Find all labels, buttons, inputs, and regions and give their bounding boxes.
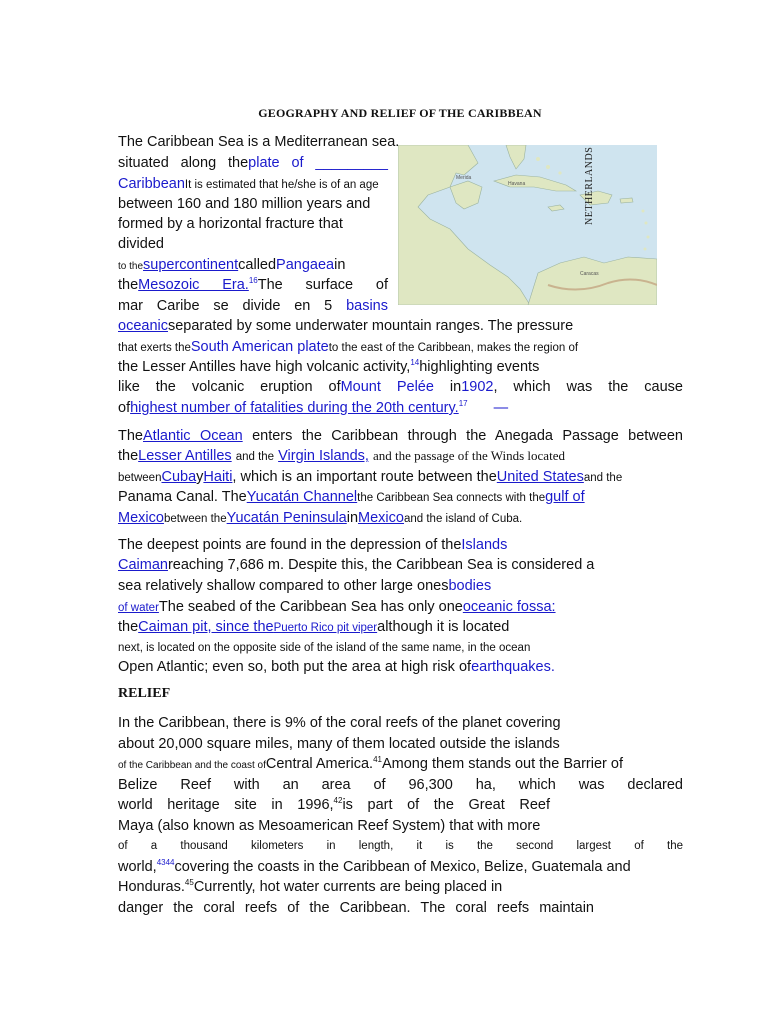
p2-line-4 [118, 488, 683, 507]
highest-fatalities-link[interactable]: highest number of fatalities during the 20th century. [130, 400, 459, 416]
p4-line-5 [118, 796, 550, 814]
p1-line-1 [118, 133, 683, 151]
basins-link[interactable]: basins [346, 298, 388, 314]
p1-text: the Lesser Antilles have high volcanic activity, [118, 359, 411, 375]
p1-text: situated along the [118, 155, 249, 171]
p1-line-11 [118, 338, 683, 357]
p1-line-6 [118, 235, 683, 253]
pangaea-link[interactable]: Pangaea [276, 257, 335, 273]
svg-text:Havana: Havana [508, 181, 526, 187]
haiti-link[interactable]: Haiti [203, 469, 233, 485]
caiman-pit-link[interactable]: Caiman pit, since the [138, 619, 274, 635]
p1-text: separated by some underwater mountain ranges. The pressure [167, 318, 574, 334]
p4-line-9 [118, 878, 683, 896]
p3-text: reaching 7,686 m. Despite this, the Caribbean Sea is considered a [167, 557, 595, 573]
of-water-link[interactable]: of water [118, 602, 159, 614]
p1-line-3 [118, 175, 683, 194]
virgin-islands-link[interactable]: Virgin Islands, [278, 448, 369, 464]
p1-text: in [334, 257, 346, 273]
p4-line-3 [118, 755, 683, 775]
p1-text: formed by a horizontal fracture that [118, 216, 343, 232]
p3-text: next, is located on the opposite side of the island of the same name, in the ocean [118, 642, 531, 654]
p4-text: is part of the Great Reef [342, 797, 550, 813]
p3-line-5 [118, 618, 683, 637]
footnote-ref[interactable]: 4344 [156, 858, 175, 868]
cuba-link[interactable]: Cuba [161, 469, 197, 485]
p1-line-9 [118, 297, 388, 315]
p4-text: Central America. [265, 756, 374, 772]
p2-text: in [346, 510, 359, 526]
p3-line-2 [118, 556, 683, 574]
p4-text: In the Caribbean, there is 9% of the coral reefs of the planet covering [118, 715, 561, 731]
p2-text: and the passage of the Winds located [372, 448, 565, 463]
mount-pelee-link[interactable]: Mount Pelée [340, 379, 434, 395]
p4-text: world, [118, 859, 157, 875]
p2-text: the Caribbean Sea connects with the [357, 492, 546, 504]
p1-line-8 [118, 276, 388, 294]
footnote-ref[interactable]: 16 [248, 276, 258, 286]
footnote-ref[interactable]: 14 [410, 358, 420, 368]
p4-line-6 [118, 817, 683, 835]
bodies-of-water-link[interactable]: bodies [448, 578, 492, 594]
p1-text: The Caribbean Sea is a Mediterranean sea. [118, 134, 400, 150]
map-country-label: NETHERLANDS [584, 146, 595, 225]
p4-line-8 [118, 858, 683, 876]
oceanic-link[interactable]: oceanic [118, 318, 168, 334]
p3-text: The seabed of the Caribbean Sea has only one [158, 599, 463, 615]
p4-line-2 [118, 735, 683, 753]
p1-line-7 [118, 256, 683, 276]
united-states-link[interactable]: United States [496, 469, 584, 485]
p1-line-2 [118, 154, 388, 172]
p3-line-7 [118, 658, 683, 676]
svg-text:Caracas: Caracas [580, 271, 599, 277]
p1-text: divided [118, 236, 164, 252]
p1-text: mar Caribe se divide en 5 [118, 298, 333, 314]
p1-text: It is estimated that he/she is of an age [184, 179, 379, 191]
svg-text:Merida: Merida [456, 175, 472, 181]
p1-text: like the volcanic eruption of [118, 379, 341, 395]
p2-text: y [196, 469, 204, 485]
p1-text: highlighting events [419, 359, 540, 375]
gulf-of-mexico-link[interactable]: gulf of [545, 489, 585, 505]
p2-line-5 [118, 509, 683, 528]
p4-line-4 [118, 776, 683, 794]
p1-text: to the [118, 261, 144, 272]
page-title: GEOGRAPHY AND RELIEF OF THE CARIBBEAN [258, 106, 542, 120]
p2-text: and the island of Cuba. [403, 513, 523, 525]
p1-text: , which was the cause [493, 379, 683, 395]
p1-text: between 160 and 180 million years and [118, 196, 371, 212]
p3-line-3 [118, 577, 683, 595]
p4-text: Belize Reef with an area of 96,300 ha, which was declared [118, 777, 683, 793]
p2-text: and the [235, 451, 275, 463]
p2-line-2 [118, 447, 683, 466]
yucatan-peninsula-link[interactable]: Yucatán Peninsula [226, 510, 347, 526]
mexico-link-2[interactable]: Mexico [358, 510, 404, 526]
south-american-plate-link[interactable]: South American plate [190, 339, 329, 355]
p2-text: enters the Caribbean through the Anegada Passage between [252, 428, 683, 444]
p4-text: of a thousand kilometers in length, it is the second largest of the [118, 840, 683, 852]
p1-text: called [238, 257, 277, 273]
p4-text: of the Caribbean and the coast of [118, 760, 266, 771]
mexico-link[interactable]: Mexico [118, 510, 164, 526]
oceanic-fossa-link[interactable]: oceanic fossa: [462, 599, 556, 615]
p1-line-13 [118, 378, 683, 396]
p2-text: between [118, 472, 162, 484]
year-1902-link[interactable]: 1902 [461, 379, 494, 395]
p1-text: The surface of [257, 277, 388, 293]
mesozoic-era-link[interactable]: Mesozoic Era. [138, 277, 249, 293]
p4-text: about 20,000 square miles, many of them located outside the islands [118, 736, 560, 752]
p1-text: that exerts the [118, 342, 191, 354]
p2-line-1 [118, 427, 683, 445]
p3-text: The deepest points are found in the depression of the [118, 537, 462, 553]
p2-text: The [118, 428, 143, 444]
p4-text: danger the coral reefs of the Caribbean. The coral reefs maintain [118, 900, 594, 916]
p4-text: Currently, hot water currents are being placed in [193, 879, 503, 895]
p1-line-4 [118, 195, 683, 213]
p3-line-4 [118, 598, 683, 617]
p4-text: world heritage site in 1996, [118, 797, 334, 813]
p4-line-7 [118, 837, 683, 855]
p3-text: although it is located [377, 619, 510, 635]
p3-text: sea relatively shallow compared to other large ones [118, 578, 449, 594]
relief-heading: RELIEF [118, 686, 171, 701]
caribbean-link[interactable]: Caribbean [118, 176, 185, 192]
p3-line-6 [118, 638, 683, 657]
p1-text: the [118, 277, 139, 293]
p4-line-1 [118, 714, 683, 732]
p4-text: covering the coasts in the Caribbean of Mexico, Belize, Guatemala and [174, 859, 631, 875]
footnote-ref[interactable]: 41 [373, 755, 382, 765]
p1-line-12 [118, 358, 683, 376]
footnote-ref[interactable]: 17 [458, 399, 468, 409]
p1-text: of [118, 400, 131, 416]
p1-line-5 [118, 215, 683, 233]
p2-text: Panama Canal. The [118, 489, 247, 505]
footnote-ref[interactable]: 45 [184, 878, 194, 888]
footnote-ref[interactable]: 42 [333, 796, 343, 806]
p1-text: to the east of the Caribbean, makes the region of [328, 342, 579, 354]
p2-text: and the [583, 472, 623, 484]
supercontinent-link[interactable]: supercontinent [143, 257, 239, 273]
p2-text: between the [163, 513, 227, 525]
puerto-rico-pit-link[interactable]: Puerto Rico pit viper [273, 622, 378, 634]
p3-text: Open Atlantic; even so, both put the area at high risk of [118, 659, 472, 675]
p4-text: Maya (also known as Mesoamerican Reef System) that with more [118, 818, 541, 834]
atlantic-ocean-link[interactable]: Atlantic Ocean [143, 428, 243, 444]
caiman-link[interactable]: Caiman [118, 557, 168, 573]
p4-text: Honduras. [118, 879, 185, 895]
dash-mark: — [493, 400, 509, 416]
p4-line-10 [118, 899, 594, 917]
lesser-antilles-link[interactable]: Lesser Antilles [138, 448, 232, 464]
yucatan-channel-link[interactable]: Yucatán Channel [246, 489, 358, 505]
p2-text: the [118, 448, 139, 464]
p4-text: Among them stands out the Barrier of [381, 756, 623, 772]
p2-line-3 [118, 468, 683, 487]
p3-text: the [118, 619, 139, 635]
plate-of-caribbean-link[interactable]: plate of _________ [248, 155, 388, 171]
islands-caiman-link[interactable]: Islands [461, 537, 508, 553]
earthquakes-link[interactable]: earthquakes. [471, 659, 555, 675]
p1-line-10 [118, 317, 683, 335]
p3-line-1 [118, 536, 683, 554]
p1-line-14 [118, 399, 683, 417]
p1-text: in [449, 379, 462, 395]
p2-text: , which is an important route between the [232, 469, 497, 485]
